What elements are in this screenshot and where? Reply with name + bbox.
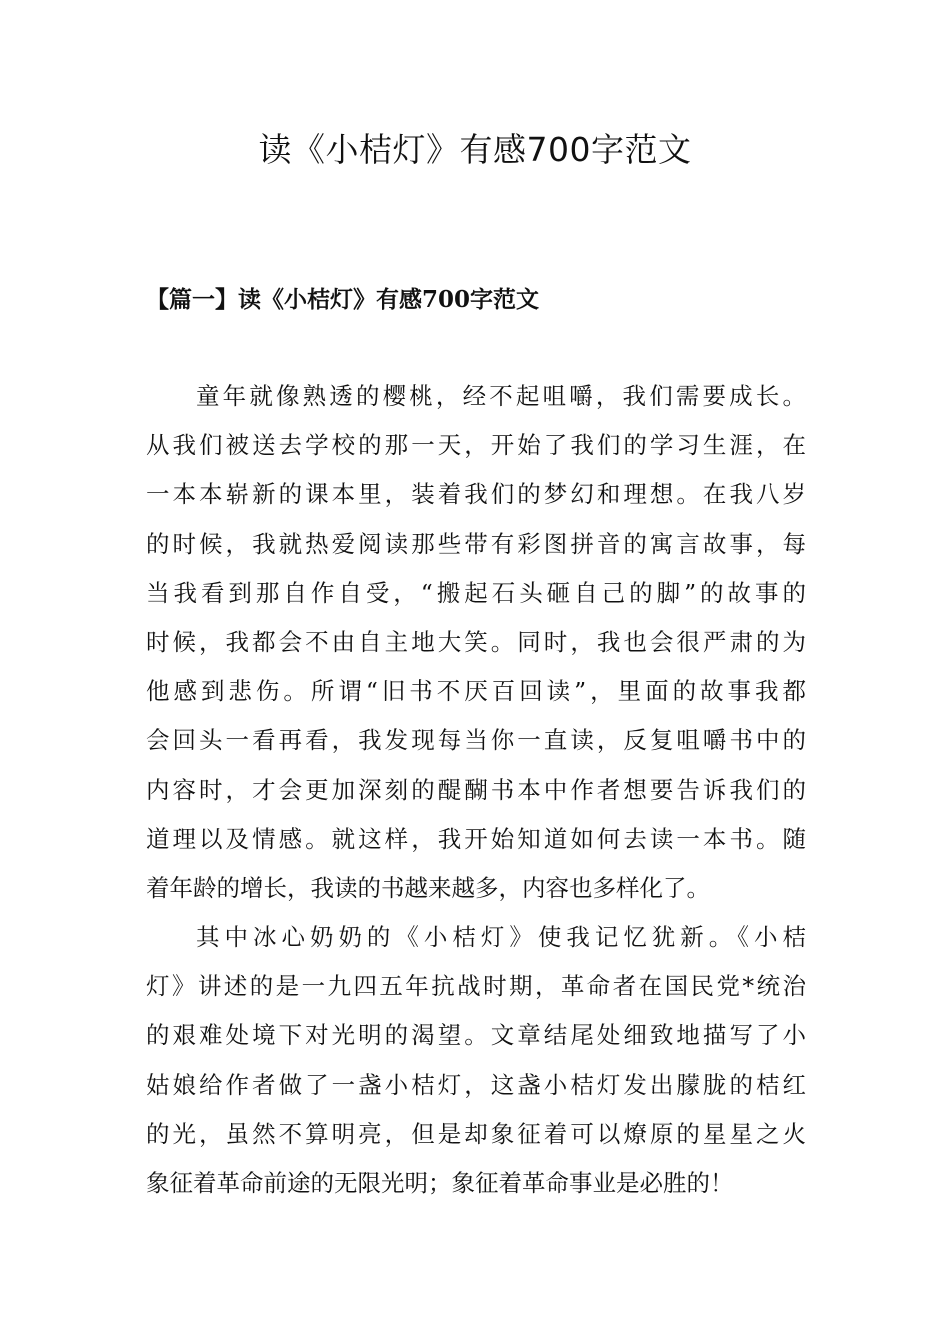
text-line: 象征着革命前途的无限光明；象征着革命事业是必胜的！: [146, 1169, 734, 1197]
text-line: 时候，我都会不由自主地大笑。同时，我也会很严肃的为: [146, 627, 806, 656]
text-line: 姑娘给作者做了一盏小桔灯，这盏小桔灯发出朦胧的桔红: [146, 1070, 806, 1099]
paragraph-2: [146, 913, 806, 1208]
document-title: 读《小桔灯》有感700字范文: [258, 130, 692, 169]
document-body: [146, 372, 806, 1208]
text-line: 会回头一看再看，我发现每当你一直读，反复咀嚼书中的: [146, 726, 806, 755]
text-line: 从我们被送去学校的那一天，开始了我们的学习生涯，在: [146, 431, 806, 460]
paragraph-1: [146, 372, 806, 913]
text-line: 的光，虽然不算明亮，但是却象征着可以燎原的星星之火: [146, 1119, 806, 1148]
text-line: 他感到悲伤。所谓“旧书不厌百回读”，里面的故事我都: [146, 677, 806, 706]
text-line: 其中冰心奶奶的《小桔灯》使我记忆犹新。《小桔: [196, 923, 806, 952]
text-line: 的艰难处境下对光明的渴望。文章结尾处细致地描写了小: [146, 1021, 806, 1050]
section-heading: 【篇一】读《小桔灯》有感700字范文: [146, 286, 540, 313]
text-line: 童年就像熟透的樱桃，经不起咀嚼，我们需要成长。: [196, 382, 806, 410]
text-line: 当我看到那自作自受，“搬起石头砸自己的脚”的故事的: [146, 578, 806, 607]
text-line: 道理以及情感。就这样，我开始知道如何去读一本书。随: [146, 824, 806, 853]
text-line: 的时候，我就热爱阅读那些带有彩图拼音的寓言故事，每: [146, 529, 806, 558]
text-line: 内容时，才会更加深刻的醍醐书本中作者想要告诉我们的: [146, 775, 806, 804]
text-line: 一本本崭新的课本里，装着我们的梦幻和理想。在我八岁: [146, 480, 806, 509]
text-line: 着年龄的增长，我读的书越来越多，内容也多样化了。: [146, 873, 710, 902]
text-line: 灯》讲述的是一九四五年抗战时期，革命者在国民党*统治: [146, 972, 806, 1001]
